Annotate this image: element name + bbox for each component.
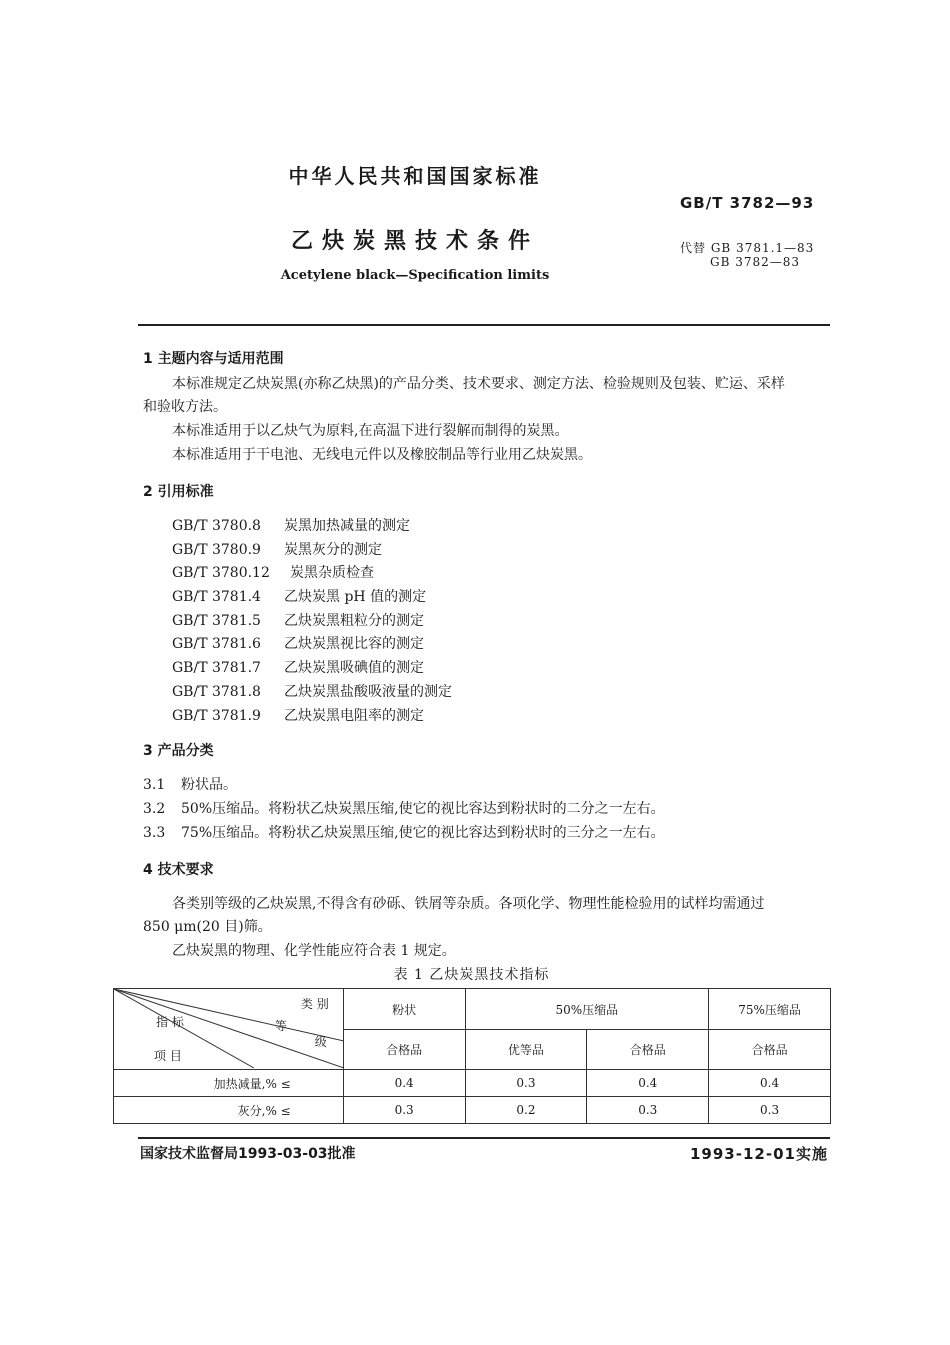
col-header-50-compressed: 50%压缩品: [465, 989, 709, 1030]
reference-item: [172, 610, 424, 630]
reference-code: GB/T 3781.7: [172, 660, 261, 676]
grade-header: 合格品: [587, 1030, 709, 1070]
reference-code: GB/T 3781.8: [172, 684, 261, 700]
reference-code: GB/T 3781.6: [172, 636, 261, 652]
reference-name: 乙炔炭黑 pH 值的测定: [284, 589, 427, 605]
col-header-powder: 粉状: [343, 989, 465, 1030]
table-cell: 0.3: [343, 1097, 465, 1124]
classification-text: 粉状品。: [181, 777, 237, 793]
section-4-heading: 4 技术要求: [143, 862, 214, 878]
classification-number: 3.1: [143, 777, 166, 793]
reference-item: [172, 657, 424, 677]
reference-item: [172, 562, 374, 582]
section-4-para-2: 乙炔炭黑的物理、化学性能应符合表 1 规定。: [172, 943, 456, 959]
classification-number: 3.3: [143, 825, 166, 841]
grade-header: 合格品: [343, 1030, 465, 1070]
reference-name: 炭黑加热减量的测定: [284, 518, 410, 534]
standard-type-title: 中华人民共和国国家标准: [288, 164, 542, 188]
reference-name: 乙炔炭黑电阻率的测定: [284, 708, 424, 724]
reference-name: 炭黑杂质检查: [290, 565, 374, 581]
section-3-heading: 3 产品分类: [143, 743, 214, 759]
table-cell: 0.3: [709, 1097, 831, 1124]
table-cell: 0.4: [587, 1070, 709, 1097]
reference-item: [172, 681, 452, 701]
table-row: [114, 1097, 831, 1124]
table-cell: 0.3: [587, 1097, 709, 1124]
reference-item: [172, 633, 424, 653]
reference-code: GB/T 3781.5: [172, 613, 261, 629]
document-title-en: Acetylene black—Specification limits: [280, 268, 550, 283]
reference-code: GB/T 3781.9: [172, 708, 261, 724]
table-cell: 0.4: [343, 1070, 465, 1097]
reference-code: GB/T 3780.12: [172, 565, 270, 581]
table-cell: 0.2: [465, 1097, 587, 1124]
reference-name: 乙炔炭黑盐酸吸液量的测定: [284, 684, 452, 700]
reference-code: GB/T 3780.9: [172, 542, 261, 558]
diagonal-header-cell: [114, 989, 344, 1070]
section-1-para-1-line-2: 和验收方法。: [143, 399, 227, 415]
reference-name: 乙炔炭黑吸碘值的测定: [284, 660, 424, 676]
replaces-code-1: GB 3781.1—83: [710, 241, 815, 255]
reference-item: [172, 515, 410, 535]
reference-name: 炭黑灰分的测定: [284, 542, 382, 558]
grade-header: 合格品: [709, 1030, 831, 1070]
diag-label-grade: 等: [274, 1019, 287, 1033]
diag-label-item: 项 目: [154, 1049, 182, 1063]
classification-item: [143, 799, 665, 819]
reference-name: 乙炔炭黑视比容的测定: [284, 636, 424, 652]
approval-text: 国家技术监督局1993-03-03批准: [140, 1146, 356, 1162]
footer-divider: [138, 1137, 830, 1139]
reference-code: GB/T 3780.8: [172, 518, 261, 534]
section-4-para-1-line-2: 850 μm(20 目)筛。: [143, 919, 272, 935]
col-header-75-compressed: 75%压缩品: [709, 989, 831, 1030]
effective-date-text: 1993-12-01实施: [690, 1145, 828, 1163]
reference-item: [172, 705, 424, 725]
classification-text: 50%压缩品。将粉状乙炔炭黑压缩,使它的视比容达到粉状时的二分之一左右。: [181, 801, 665, 817]
diag-label-category: 类 别: [300, 997, 329, 1011]
table-caption: 表 1 乙炔炭黑技术指标: [393, 967, 550, 983]
reference-item: [172, 539, 382, 559]
diag-label-grade-2: 级: [314, 1035, 327, 1049]
replaces-block: [680, 241, 814, 269]
section-1-heading: 1 主题内容与适用范围: [143, 351, 284, 367]
classification-item: [143, 775, 237, 795]
section-1-para-1-line-1: 本标准规定乙炔炭黑(亦称乙炔黑)的产品分类、技术要求、测定方法、检验规则及包装、贮运、采样: [172, 376, 785, 392]
classification-text: 75%压缩品。将粉状乙炔炭黑压缩,使它的视比容达到粉状时的三分之一左右。: [181, 825, 665, 841]
section-4-para-1-line-1: 各类别等级的乙炔炭黑,不得含有砂砾、铁屑等杂质。各项化学、物理性能检验用的试样均需通过: [172, 896, 765, 912]
reference-item: [172, 586, 426, 606]
section-1-para-2: 本标准适用于以乙炔气为原料,在高温下进行裂解而制得的炭黑。: [172, 423, 569, 439]
reference-code: GB/T 3781.4: [172, 589, 261, 605]
section-2-heading: 2 引用标准: [143, 484, 214, 500]
row-label: 加热减量,% ≤: [114, 1070, 344, 1097]
table-cell: 0.3: [465, 1070, 587, 1097]
row-label: 灰分,% ≤: [114, 1097, 344, 1124]
replaces-code-2: GB 3782—83: [710, 255, 801, 269]
header-divider: [138, 324, 830, 326]
spec-table: [113, 988, 831, 1124]
replaces-label: 代替: [680, 241, 707, 255]
document-title-cn: 乙炔炭黑技术条件: [290, 229, 539, 254]
section-1-para-3: 本标准适用于干电池、无线电元件以及橡胶制品等行业用乙炔炭黑。: [172, 447, 592, 463]
classification-number: 3.2: [143, 801, 166, 817]
diag-label-indicator: 指 标: [156, 1015, 184, 1029]
reference-name: 乙炔炭黑粗粒分的测定: [284, 613, 424, 629]
grade-header: 优等品: [465, 1030, 587, 1070]
classification-item: [143, 823, 665, 843]
standard-code: GB/T 3782—93: [680, 194, 815, 212]
table-row: [114, 1070, 831, 1097]
table-cell: 0.4: [709, 1070, 831, 1097]
